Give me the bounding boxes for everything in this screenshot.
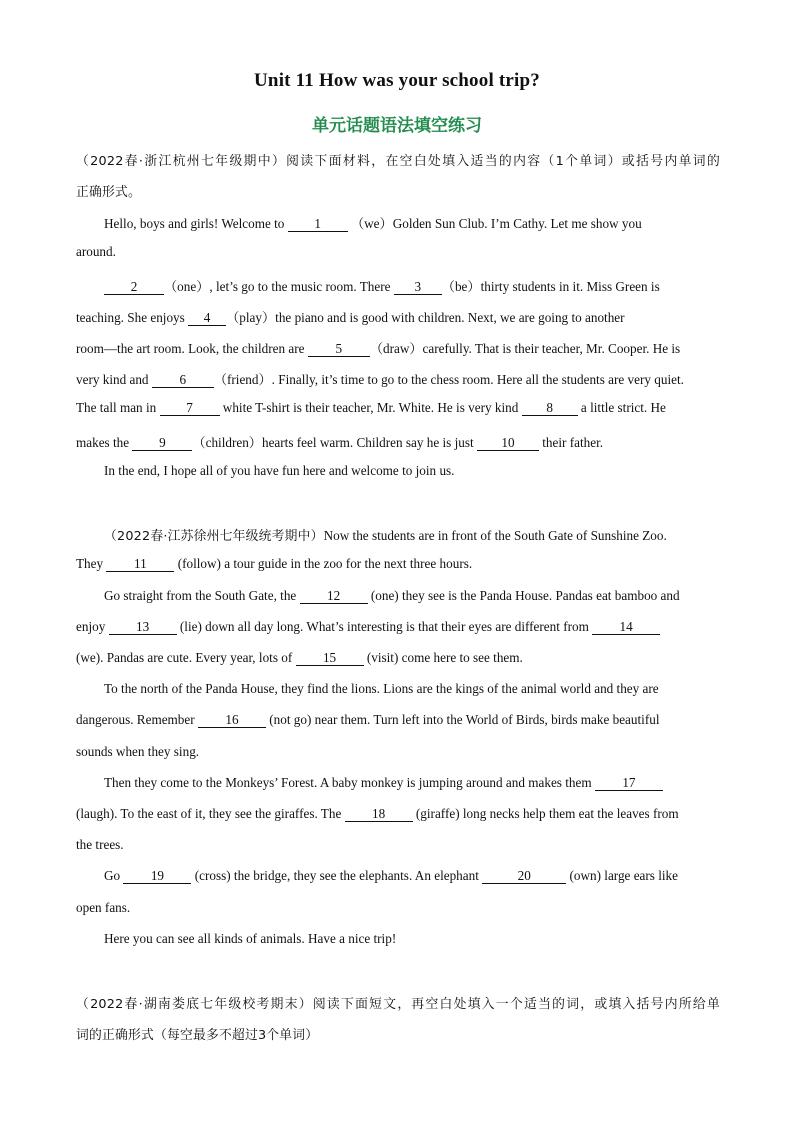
blank-13[interactable]: 13 bbox=[109, 620, 177, 635]
text: Now the students are in front of the South Gate of Sunshine Zoo. bbox=[323, 528, 667, 543]
text: Go bbox=[104, 868, 124, 883]
blank-19[interactable]: 19 bbox=[123, 869, 191, 884]
section3-intro-line1: （2022春·湖南娄底七年级校考期末）阅读下面短文，再空白处填入一个适当的词，或填入括号内所给单 bbox=[76, 997, 720, 1011]
blank-4[interactable]: 4 bbox=[188, 311, 226, 326]
text: dangerous. Remember bbox=[76, 712, 198, 727]
text: (not go) near them. Turn left into the World of Birds, birds make beautiful bbox=[265, 712, 660, 727]
blank-10[interactable]: 10 bbox=[477, 436, 539, 451]
blank-14[interactable]: 14 bbox=[592, 620, 660, 635]
text: (visit) come here to see them. bbox=[363, 650, 523, 665]
blank-6[interactable]: 6 bbox=[152, 373, 214, 388]
passage1-line bbox=[76, 400, 720, 416]
passage1-line bbox=[104, 276, 720, 295]
text: （one）, let’s go to the music room. There bbox=[164, 279, 394, 294]
blank-2[interactable]: 2 bbox=[104, 280, 164, 295]
passage2-line bbox=[104, 775, 720, 791]
text: （children）hearts feel warm. Children say he is just bbox=[192, 435, 477, 450]
passage2-line bbox=[76, 806, 720, 822]
section3-intro-line2: 词的正确形式（每空最多不超过3个单词） bbox=[76, 1028, 319, 1043]
text: The tall man in bbox=[76, 400, 160, 415]
blank-12[interactable]: 12 bbox=[300, 589, 368, 604]
page-subtitle: 单元话题语法填空练习 bbox=[312, 116, 482, 136]
passage2-line: the trees. bbox=[76, 837, 124, 852]
text: (cross) the bridge, they see the elephants. An elephant bbox=[191, 868, 483, 883]
passage2-line bbox=[104, 868, 720, 884]
passage2-line: Here you can see all kinds of animals. Have a nice trip! bbox=[104, 931, 397, 946]
passage1-line bbox=[104, 213, 720, 232]
text: （play）the piano and is good with children. Next, we are going to another bbox=[226, 310, 625, 325]
passage2-line bbox=[76, 619, 720, 635]
text: (giraffe) long necks help them eat the leaves from bbox=[412, 806, 679, 821]
text: （we）Golden Sun Club. I’m Cathy. Let me show you bbox=[347, 216, 642, 231]
text: their father. bbox=[538, 435, 604, 450]
blank-17[interactable]: 17 bbox=[595, 776, 663, 791]
passage2-line bbox=[104, 525, 720, 544]
text: (follow) a tour guide in the zoo for the next three hours. bbox=[174, 556, 473, 571]
text: They bbox=[76, 556, 107, 571]
text: (laugh). To the east of it, they see the giraffes. The bbox=[76, 806, 345, 821]
text: （friend）. Finally, it’s time to go to the chess room. Here all the students are very quiet. bbox=[213, 372, 684, 387]
blank-20[interactable]: 20 bbox=[482, 869, 566, 884]
passage1-line bbox=[76, 338, 720, 357]
text: makes the bbox=[76, 435, 133, 450]
text: Then they come to the Monkeys’ Forest. A baby monkey is jumping around and makes them bbox=[104, 775, 595, 790]
passage1-line bbox=[76, 369, 720, 388]
text: Go straight from the South Gate, the bbox=[104, 588, 300, 603]
blank-1[interactable]: 1 bbox=[288, 217, 348, 232]
passage1-line bbox=[76, 307, 720, 326]
passage2-line bbox=[104, 588, 720, 604]
section1-intro-line2: 正确形式。 bbox=[76, 185, 141, 200]
passage2-line bbox=[76, 712, 720, 728]
text: （draw）carefully. That is their teacher, Mr. Cooper. He is bbox=[369, 341, 681, 356]
section1-intro-line1: （2022春·浙江杭州七年级期中）阅读下面材料，在空白处填入适当的内容（1个单词）或括号内单词的 bbox=[76, 154, 720, 168]
blank-11[interactable]: 11 bbox=[106, 557, 174, 572]
text: white T-shirt is their teacher, Mr. White. He is very kind bbox=[219, 400, 522, 415]
passage1-line: In the end, I hope all of you have fun here and welcome to join us. bbox=[104, 463, 455, 478]
text: (own) large ears like bbox=[566, 868, 678, 883]
text: (lie) down all day long. What’s interesting is that their eyes are different from bbox=[176, 619, 593, 634]
blank-9[interactable]: 9 bbox=[132, 436, 192, 451]
text: a little strict. He bbox=[577, 400, 666, 415]
text: room—the art room. Look, the children are bbox=[76, 341, 308, 356]
passage2-line: sounds when they sing. bbox=[76, 744, 200, 759]
blank-3[interactable]: 3 bbox=[394, 280, 442, 295]
passage1-line bbox=[76, 432, 720, 451]
page-title: Unit 11 How was your school trip? bbox=[254, 70, 540, 91]
blank-18[interactable]: 18 bbox=[345, 807, 413, 822]
blank-7[interactable]: 7 bbox=[160, 401, 220, 416]
blank-5[interactable]: 5 bbox=[308, 342, 370, 357]
passage2-line bbox=[76, 650, 720, 666]
source-label: （2022春·江苏徐州七年级统考期中） bbox=[104, 529, 324, 544]
blank-8[interactable]: 8 bbox=[522, 401, 578, 416]
blank-16[interactable]: 16 bbox=[198, 713, 266, 728]
text: teaching. She enjoys bbox=[76, 310, 189, 325]
text: （be）thirty students in it. Miss Green is bbox=[441, 279, 660, 294]
passage1-line: around. bbox=[76, 244, 116, 259]
text: (we). Pandas are cute. Every year, lots of bbox=[76, 650, 296, 665]
passage2-line: To the north of the Panda House, they find the lions. Lions are the kings of the animal world and they are bbox=[104, 681, 659, 696]
passage2-line bbox=[76, 556, 720, 572]
text: enjoy bbox=[76, 619, 109, 634]
text: Hello, boys and girls! Welcome to bbox=[104, 216, 288, 231]
text: (one) they see is the Panda House. Pandas eat bamboo and bbox=[367, 588, 680, 603]
text: very kind and bbox=[76, 372, 152, 387]
blank-15[interactable]: 15 bbox=[296, 651, 364, 666]
passage2-line: open fans. bbox=[76, 900, 131, 915]
